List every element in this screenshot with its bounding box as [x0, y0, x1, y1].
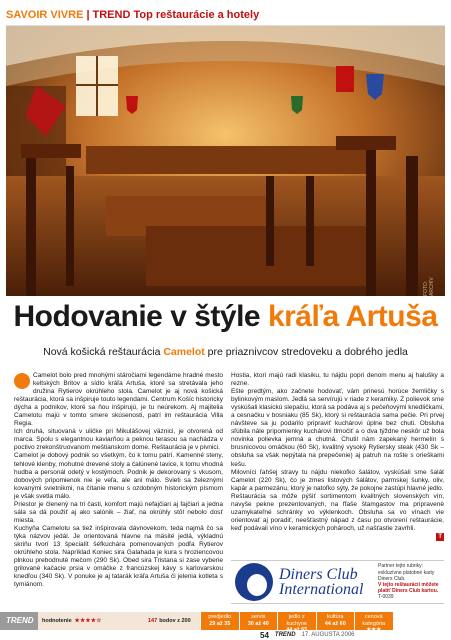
article-paragraph: Ešte predtým, ako začnete hodovať, vám prinesú horúce žemličky s bylinkovým maslom. Jedlá sa servírujú v riade z keramiky. Z polievok sme vyskúšali klasickú slepačiu, ktorá sa podáva aj s pečeňovými knedličkami, a cesnačku v bosniaku (85 Sk), ktorý si reštaurácia sama pečie. Pri prvej návšteve sa ju podarilo pripraviť kuchárovi úplne bez chuti. Obsluha sľúbila nále pripomienky kuchárovi tlmočiť a o dva týždne neskôr už bola novinka polievka jemná a chutná. Chutil nám zapekaný hermelín s brusnicovou omáčkou (60 Sk), kvalitný vysoký Rytiersky steak (430 Sk – obsluha sa však nepýtala na prepečenie) aj patruh na rošte s orieškami kešu. [231, 388, 444, 468]
publication-title: TREND [274, 632, 296, 638]
ad-note [378, 563, 444, 600]
subhead-part2: pre priaznivcov stredoveku a dobrého jedla [204, 346, 408, 358]
article-paragraph: Reštaurácia sa môže pýšiť sortimentom kvalitných slovenských vín, navyše pekne prezentovaných, na fľaše štamgastov ma pripravené uzamykateľné schránky vo výklenkoch. Obsluha sa vo vínach vie orientovať aj poradiť, neešťastný nápad z času po otvorení reštaurácie, keď podávali víno v keramických pohároch, už našťastie zavrhli. [231, 492, 444, 532]
ad-note-partner: Partner tejto rubriky: exkluzívne platobné karty Diners Club. [378, 563, 435, 582]
article-column-left [14, 372, 223, 610]
diners-brand [279, 567, 374, 597]
rating-cell [354, 612, 393, 633]
rating-block [38, 612, 144, 630]
section-title: TREND Top reštaurácie a hotely [92, 8, 260, 21]
subhead-accent: Camelot [163, 346, 205, 358]
article-paragraph: Hostia, ktorí majú radi klasiku, tu nájdu popri denom menu aj halušky a rezne. [231, 372, 444, 388]
issue-date: 17. AUGUSTA 2006 [301, 632, 355, 638]
rating-stars-icon: ★★★★☆ [74, 618, 102, 624]
article-headline [0, 300, 451, 334]
cell-value: 44 až 65 [286, 627, 308, 633]
page-footer [260, 630, 355, 640]
cell-value: ★★★ [366, 627, 382, 633]
article-paragraph: Camelot bolo pred mnohými stáročiami legendárne hradné mesto keltských Britov a sídlo kráľa Artuša, ktoré sa stretávala jeho družina Rytierov okrúhleho stola. Camelot je aj nová košická reštaurácia, ktorá sa inšpiruje touto legendami. Centrum Košíc historicky dýcha a podnikov, ktoré sa ňou inšpirujú, je tu neúrekom. Aj majitelia Camelotu majú v tomto smere skúsenosti, patrí im reštaurácia Villa Regia. [14, 372, 223, 428]
rating-cell [239, 612, 278, 630]
cell-label: kultúra [326, 614, 344, 620]
restaurant-photo-illustration [6, 26, 445, 296]
diners-club-logo-icon [235, 563, 273, 601]
headline-part1: Hodovanie v štýle [13, 300, 268, 333]
article-paragraph: Milovníci ľahšej stravy tu nájdu niekoľko šalátov, vyskúšali sme šalát Camelot (220 Sk), čo je zmes listových šalátov, parmskej šunky, oliv, kapár a parmezánu, ktorý je natoľko sýty, že pokojne zastúpi hlavné jedlo. [231, 468, 444, 492]
headline-part2: kráľa Artuša [267, 300, 438, 333]
end-mark-icon: T [438, 533, 442, 540]
photo-credit: FOTO: ARCHÍV [423, 277, 435, 296]
score-block [144, 612, 200, 630]
diners-club-ad[interactable] [231, 560, 444, 604]
rating-cell [200, 612, 239, 630]
section-kicker: SAVOIR VIVRE [6, 8, 84, 21]
footer-trend-logo: TREND [0, 612, 38, 630]
ad-code: T-0039 [378, 594, 394, 601]
cell-label: jedlo z kuchyne [286, 614, 307, 627]
rating-cell [316, 612, 355, 630]
cell-value: 29 až 35 [209, 620, 231, 627]
cell-label: servis [251, 614, 266, 620]
cell-value: 44 až 60 [324, 620, 346, 627]
article-paragraph: Ich druhá, situovaná v uličke pri Mikulášovej väznici, je otvorená od marca. Spolu s elegantnou kaviarňou a peknou terasou sa nachádza v poctivo zrekonštruovanom meštianskom dome. Reštaurácia je v pivnici. [14, 428, 223, 452]
subhead-part1: Nová košická reštaurácia [43, 346, 164, 358]
score-value: 147 [148, 618, 158, 624]
article-subhead [0, 346, 451, 358]
rating-footer [0, 612, 451, 633]
brand-line1: Diners Club [279, 566, 358, 583]
header-separator: | [86, 8, 90, 21]
article-paragraph: Kuchyňa Camelotu sa tiež inšpirovala dávnovekom, teda najmä čo sa týka názvov jedál. Je orientovaná hlavne na mäsité jedlá, výkladnú skriňu tvorí 13 špecialít šéfkuchára pomenovaných podľa Rytierov okrúhleho stola. Napríklad Koniec sira Galahada je kura s hroziencovou plnkou prebodnuté mečom (290 Sk). Obed sira Tristana si zase vyberie grilované kačacie prsia v omáčke z francúzskej kávy s karlovarskou knedľou (340 Sk). V ponuke je aj tatarák kráľa Artuša či jelenia kotleta s tymiánom. [14, 524, 223, 589]
brand-line2: International [279, 581, 364, 598]
page-number: 54 [260, 630, 269, 640]
rating-label: hodnotenie [42, 618, 72, 624]
ad-note-pay: V tejto reštaurácii môžete platiť Diners Club kartou. [378, 582, 439, 595]
score-label: bodov z 200 [159, 618, 191, 624]
section-header [6, 4, 445, 26]
cell-value: 30 až 40 [247, 620, 269, 627]
cell-label: predjedlo [208, 614, 232, 620]
drop-cap-icon [14, 373, 30, 389]
restaurant-interior-photo [6, 26, 445, 296]
rating-cell [277, 612, 316, 633]
article-paragraph: Priestor je členený na tri časti, komfort majú nefajčiari aj fajčiari a jedna sála sa dá použiť aj ako salónik – žiaľ, na okrúhly stôl nebolo dosť miesta. [14, 500, 223, 524]
article-column-right [231, 372, 444, 560]
cell-label: cenová kategória [362, 614, 386, 627]
article-paragraph: Camelot je dobový podnik so všetkým, čo k tomu patrí. Kamenné steny, tehlové klenby, mohutné drevené stoly a čalúnené lavice, k tomu vhodná hudba a personál odetý v kostýmoch. Podnik je dekorovaný s vkusom, dobových pripomienok nie je veľa, ale ani málo. Svieti sa železnými kovanými svietnikmi, na čítanie menu s ozdobným historickým písmom je však svetla málo. [14, 452, 223, 500]
